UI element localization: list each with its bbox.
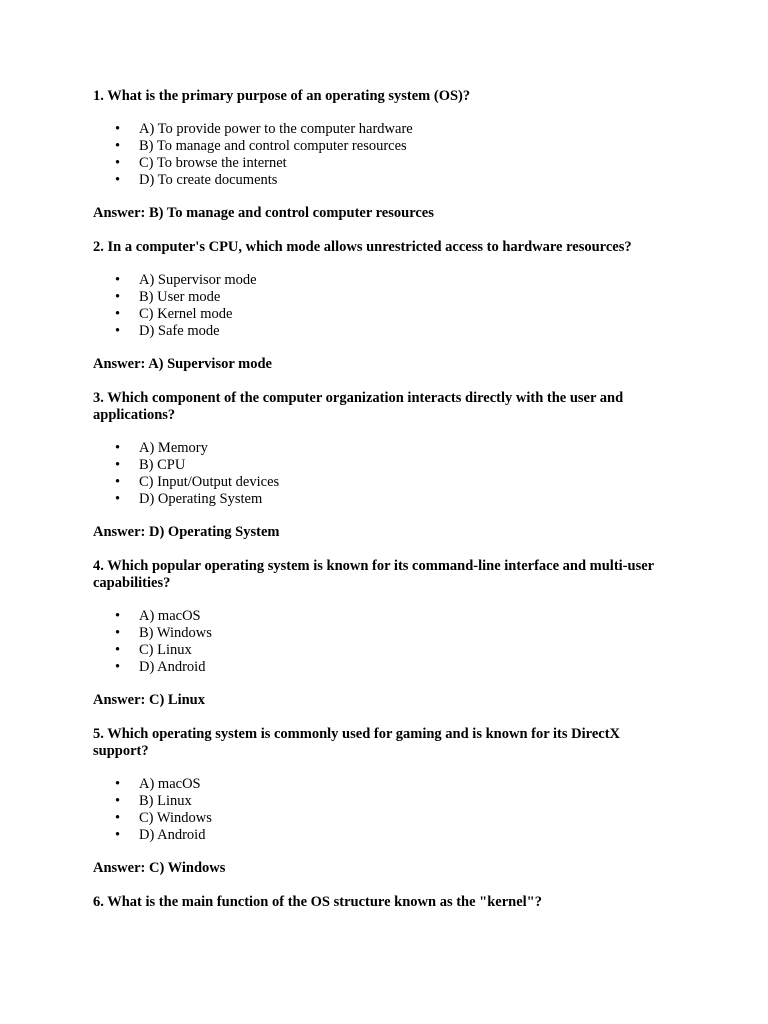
question-text: 3. Which component of the computer organization interacts directly with the user and applications?	[93, 390, 624, 423]
option-text: A) macOS	[139, 776, 201, 792]
option-text: D) Android	[139, 827, 206, 843]
option-text: A) To provide power to the computer hardware	[139, 121, 413, 137]
bullet-icon: •	[115, 272, 121, 288]
question-block-4	[93, 558, 673, 709]
question-block-6	[93, 894, 673, 911]
option-text: D) Operating System	[139, 491, 263, 507]
option-item	[93, 172, 673, 189]
answer-label: Answer:	[93, 860, 146, 876]
options-list	[93, 776, 673, 844]
question-text: 4. Which popular operating system is known for its command-line interface and multi-user capabilities?	[93, 558, 654, 591]
answer-line	[93, 205, 673, 222]
bullet-icon: •	[115, 138, 121, 154]
answer-text: A) Supervisor mode	[148, 356, 272, 372]
answer-text: C) Linux	[148, 692, 205, 708]
option-text: A) Memory	[139, 440, 208, 456]
option-item	[93, 155, 673, 172]
bullet-icon: •	[115, 793, 121, 809]
option-text: C) Input/Output devices	[139, 474, 280, 490]
document-page	[93, 88, 673, 927]
option-item	[93, 474, 673, 491]
answer-line	[93, 860, 673, 877]
option-text: B) Windows	[139, 625, 212, 641]
bullet-icon: •	[115, 608, 121, 624]
answer-label: Answer:	[93, 205, 146, 221]
answer-line	[93, 692, 673, 709]
options-list	[93, 121, 673, 189]
bullet-icon: •	[115, 776, 121, 792]
question-block-1	[93, 88, 673, 222]
question-text: 6. What is the main function of the OS structure known as the "kernel"?	[93, 894, 542, 910]
option-text: A) macOS	[139, 608, 201, 624]
bullet-icon: •	[115, 172, 121, 188]
option-item	[93, 608, 673, 625]
option-item	[93, 642, 673, 659]
bullet-icon: •	[115, 827, 121, 843]
option-text: B) CPU	[139, 457, 186, 473]
answer-label: Answer:	[93, 692, 146, 708]
bullet-icon: •	[115, 625, 121, 641]
option-item	[93, 827, 673, 844]
question-block-5	[93, 726, 673, 877]
option-text: D) To create documents	[139, 172, 278, 188]
option-item	[93, 121, 673, 138]
option-text: D) Safe mode	[139, 323, 220, 339]
option-text: B) Linux	[139, 793, 192, 809]
answer-text: B) To manage and control computer resources	[148, 205, 434, 221]
question-text: 2. In a computer's CPU, which mode allows unrestricted access to hardware resources?	[93, 239, 632, 255]
bullet-icon: •	[115, 659, 121, 675]
option-text: D) Android	[139, 659, 206, 675]
bullet-icon: •	[115, 323, 121, 339]
option-item	[93, 138, 673, 155]
options-list	[93, 608, 673, 676]
bullet-icon: •	[115, 810, 121, 826]
option-item	[93, 810, 673, 827]
answer-line	[93, 524, 673, 541]
bullet-icon: •	[115, 474, 121, 490]
option-item	[93, 793, 673, 810]
option-item	[93, 659, 673, 676]
option-text: A) Supervisor mode	[139, 272, 257, 288]
answer-text: D) Operating System	[148, 524, 280, 540]
bullet-icon: •	[115, 440, 121, 456]
question-block-2	[93, 239, 673, 373]
option-item	[93, 440, 673, 457]
question-text: 1. What is the primary purpose of an operating system (OS)?	[93, 88, 471, 104]
option-text: B) User mode	[139, 289, 221, 305]
answer-label: Answer:	[93, 356, 146, 372]
option-item	[93, 272, 673, 289]
question-text: 5. Which operating system is commonly used for gaming and is known for its DirectX support?	[93, 726, 620, 759]
option-text: C) Linux	[139, 642, 192, 658]
option-text: C) Kernel mode	[139, 306, 233, 322]
bullet-icon: •	[115, 642, 121, 658]
bullet-icon: •	[115, 121, 121, 137]
options-list	[93, 272, 673, 340]
option-text: C) To browse the internet	[139, 155, 287, 171]
option-text: C) Windows	[139, 810, 212, 826]
option-item	[93, 457, 673, 474]
bullet-icon: •	[115, 457, 121, 473]
answer-label: Answer:	[93, 524, 146, 540]
option-text: B) To manage and control computer resources	[139, 138, 407, 154]
option-item	[93, 323, 673, 340]
option-item	[93, 491, 673, 508]
option-item	[93, 625, 673, 642]
option-item	[93, 776, 673, 793]
answer-text: C) Windows	[148, 860, 226, 876]
option-item	[93, 306, 673, 323]
options-list	[93, 440, 673, 508]
option-item	[93, 289, 673, 306]
bullet-icon: •	[115, 491, 121, 507]
bullet-icon: •	[115, 155, 121, 171]
bullet-icon: •	[115, 289, 121, 305]
answer-line	[93, 356, 673, 373]
bullet-icon: •	[115, 306, 121, 322]
question-block-3	[93, 390, 673, 541]
